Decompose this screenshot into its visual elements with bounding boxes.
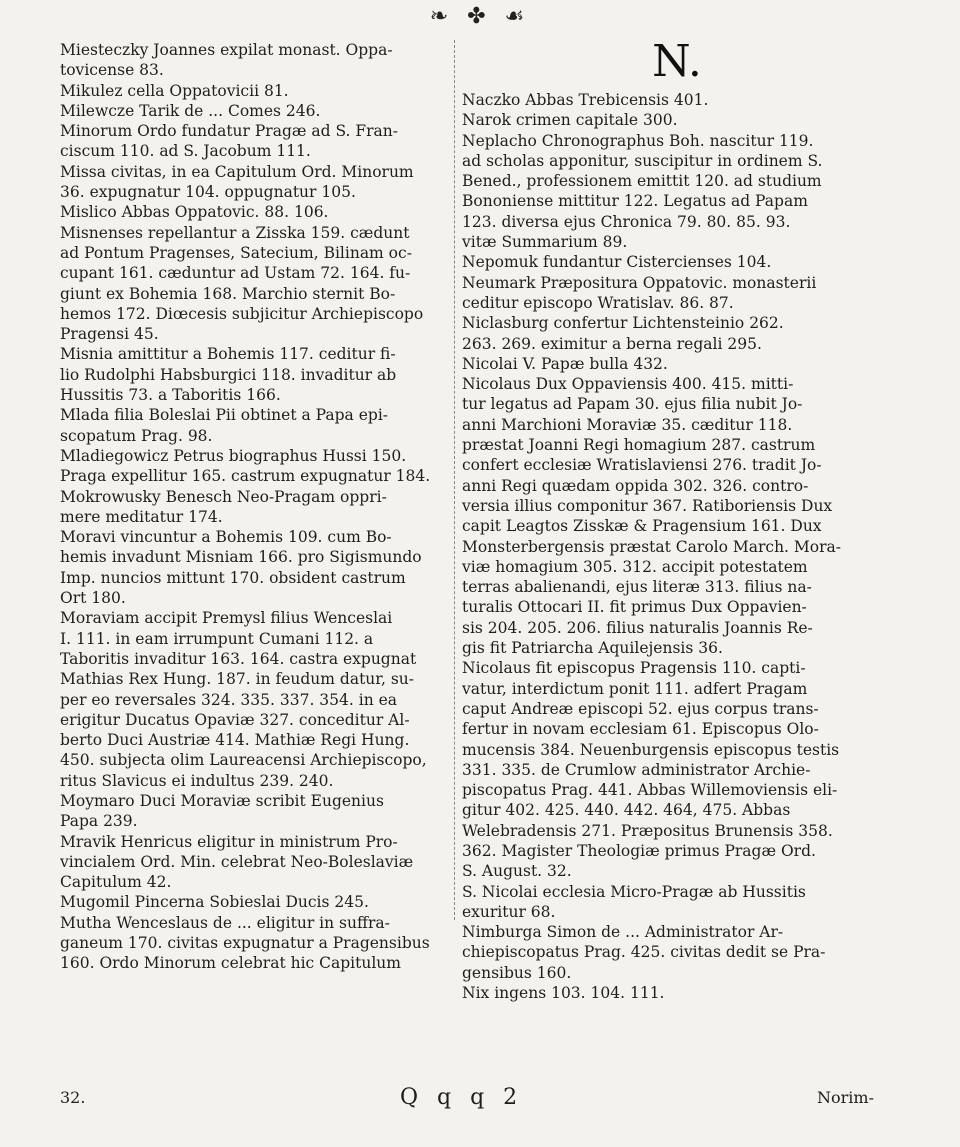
index-line: Imp. nuncios mittunt 170. obsident castrum bbox=[60, 568, 406, 587]
signature-mark: Q q q 2 bbox=[400, 1085, 524, 1110]
section-letter: N. bbox=[652, 36, 702, 87]
index-line: Hussitis 73. a Taboritis 166. bbox=[60, 386, 281, 405]
index-line: S. Nicolai ecclesia Micro-Pragæ ab Hussitis bbox=[462, 882, 806, 901]
index-line: Mladiegowicz Petrus biographus Hussi 150. bbox=[60, 446, 407, 465]
index-line: I. 111. in eam irrumpunt Cumani 112. a bbox=[60, 629, 374, 648]
index-line: Nicolai V. Papæ bulla 432. bbox=[462, 354, 668, 373]
index-line: confert ecclesiæ Wratislaviensi 276. tradit Jo- bbox=[462, 456, 822, 475]
index-line: Mokrowusky Benesch Neo-Pragam oppri- bbox=[60, 487, 387, 506]
index-line: exuritur 68. bbox=[462, 902, 556, 921]
index-line: piscopatus Prag. 441. Abbas Willemoviensis eli- bbox=[462, 781, 838, 800]
index-line: Praga expellitur 165. castrum expugnatur 184. bbox=[60, 467, 431, 486]
index-line: Minorum Ordo fundatur Pragæ ad S. Fran- bbox=[60, 122, 399, 141]
index-line: hemis invadunt Misniam 166. pro Sigismundo bbox=[60, 548, 422, 567]
index-line: cupant 161. cæduntur ad Ustam 72. 164. fu- bbox=[60, 264, 411, 283]
index-line: Misnenses repellantur a Zisska 159. cædunt bbox=[60, 223, 410, 242]
index-line: Capitulum 42. bbox=[60, 873, 172, 892]
index-line: Misnia amittitur a Bohemis 117. ceditur fi- bbox=[60, 345, 396, 364]
index-line: ganeum 170. civitas expugnatur a Pragensibus bbox=[60, 934, 430, 953]
index-line: 123. diversa ejus Chronica 79. 80. 85. 93. bbox=[462, 212, 791, 231]
index-line: chiepiscopatus Prag. 425. civitas dedit se Pra- bbox=[462, 943, 826, 962]
index-line: Neumark Præpositura Oppatovic. monasterii bbox=[462, 273, 817, 292]
index-line: gis fit Patriarcha Aquilejensis 36. bbox=[462, 639, 723, 658]
index-line: Bononiense mittitur 122. Legatus ad Papam bbox=[462, 192, 808, 211]
index-line: Mikulez cella Oppatovicii 81. bbox=[60, 81, 289, 100]
index-line: vitæ Summarium 89. bbox=[462, 233, 628, 252]
index-line: mere meditatur 174. bbox=[60, 507, 223, 526]
index-line: Milewcze Tarik de ... Comes 246. bbox=[60, 101, 321, 120]
index-line: ad scholas apponitur, suscipitur in ordinem S. bbox=[462, 151, 823, 170]
index-line: Mislico Abbas Oppatovic. 88. 106. bbox=[60, 203, 329, 222]
index-line: Papa 239. bbox=[60, 812, 138, 831]
page-number: 32. bbox=[60, 1088, 86, 1107]
index-line: Mugomil Pincerna Sobieslai Ducis 245. bbox=[60, 893, 369, 912]
index-line: Monsterbergensis præstat Carolo March. Mora- bbox=[462, 537, 841, 556]
index-line: vincialem Ord. Min. celebrat Neo-Boleslaviæ bbox=[60, 852, 414, 871]
index-line: viæ homagium 305. 312. accipit potestatem bbox=[462, 557, 808, 576]
index-line: Nix ingens 103. 104. 111. bbox=[462, 984, 665, 1003]
index-line: ceditur episcopo Wratislav. 86. 87. bbox=[462, 293, 734, 312]
index-line: giunt ex Bohemia 168. Marchio sternit Bo- bbox=[60, 284, 396, 303]
index-line: Moravi vincuntur a Bohemis 109. cum Bo- bbox=[60, 528, 392, 547]
index-line: Miesteczky Joannes expilat monast. Oppa- bbox=[60, 41, 393, 59]
index-line: ritus Slavicus ei indultus 239. 240. bbox=[60, 771, 334, 790]
header-ornament: ❧ ✤ ☙ bbox=[429, 4, 531, 29]
index-line: 36. expugnatur 104. oppugnatur 105. bbox=[60, 183, 356, 202]
index-line: ciscum 110. ad S. Jacobum 111. bbox=[60, 142, 311, 161]
index-line: fertur in novam ecclesiam 61. Episcopus Olo- bbox=[462, 720, 819, 739]
index-line: berto Duci Austriæ 414. Mathiæ Regi Hung. bbox=[60, 731, 410, 750]
index-line: 331. 335. de Crumlow administrator Archie- bbox=[462, 760, 811, 779]
index-line: Moraviam accipit Premysl filius Wenceslai bbox=[60, 609, 393, 628]
index-line: Welebradensis 271. Præpositus Brunensis 358. bbox=[462, 821, 833, 840]
index-line: gitur 402. 425. 440. 442. 464, 475. Abbas bbox=[462, 801, 791, 820]
index-line: ad Pontum Pragenses, Satecium, Bilinam oc- bbox=[60, 243, 412, 262]
index-line: 160. Ordo Minorum celebrat hic Capitulum bbox=[60, 954, 401, 973]
index-line: Nepomuk fundantur Cistercienses 104. bbox=[462, 253, 772, 272]
index-line: terras abalienandi, ejus literæ 313. filius na- bbox=[462, 578, 812, 597]
index-line: S. August. 32. bbox=[462, 862, 572, 881]
index-line: Ort 180. bbox=[60, 589, 126, 608]
index-line: Narok crimen capitale 300. bbox=[462, 111, 678, 130]
index-line: turalis Ottocari II. fit primus Dux Oppavien- bbox=[462, 598, 807, 617]
index-line: vatur, interdictum ponit 111. adfert Pragam bbox=[462, 679, 808, 698]
right-column bbox=[462, 36, 892, 1003]
index-line: hemos 172. Diœcesis subjicitur Archiepiscopo bbox=[60, 304, 424, 323]
index-line: sis 204. 205. 206. filius naturalis Joannis Re- bbox=[462, 618, 813, 637]
index-line: lio Rudolphi Habsburgici 118. invaditur ab bbox=[60, 365, 397, 384]
index-line: erigitur Ducatus Opaviæ 327. conceditur Al- bbox=[60, 710, 410, 729]
index-line: gensibus 160. bbox=[462, 963, 572, 982]
index-line: scopatum Prag. 98. bbox=[60, 426, 213, 445]
index-line: 263. 269. eximitur a berna regali 295. bbox=[462, 334, 762, 353]
index-line: Mlada filia Boleslai Pii obtinet a Papa epi- bbox=[60, 406, 389, 425]
index-line: Mathias Rex Hung. 187. in feudum datur, su- bbox=[60, 670, 415, 689]
index-line: anni Regi quædam oppida 302. 326. contro- bbox=[462, 476, 809, 495]
index-line: Niclasburg confertur Lichtensteinio 262. bbox=[462, 314, 784, 333]
index-line: Nicolaus Dux Oppaviensis 400. 415. mitti- bbox=[462, 375, 794, 394]
index-line: versia illius componitur 367. Ratiboriensis Dux bbox=[462, 496, 833, 515]
column-divider bbox=[454, 40, 455, 920]
index-line: tovicense 83. bbox=[60, 61, 164, 80]
index-line: Moymaro Duci Moraviæ scribit Eugenius bbox=[60, 791, 384, 810]
index-line: tur legatus ad Papam 30. ejus filia nubit Jo- bbox=[462, 395, 803, 414]
index-line: præstat Joanni Regi homagium 287. castrum bbox=[462, 436, 816, 455]
index-line: Nimburga Simon de ... Administrator Ar- bbox=[462, 923, 784, 942]
left-column bbox=[60, 40, 460, 974]
index-line: caput Andreæ episcopi 52. ejus corpus trans- bbox=[462, 699, 819, 718]
index-line: Nicolaus fit episcopus Pragensis 110. capti- bbox=[462, 659, 806, 678]
catchword: Norim- bbox=[817, 1088, 874, 1107]
index-line: Mutha Wenceslaus de ... eligitur in suffra- bbox=[60, 913, 390, 932]
index-line: Pragensi 45. bbox=[60, 325, 159, 344]
index-line: Bened., professionem emittit 120. ad studium bbox=[462, 172, 822, 191]
index-line: Naczko Abbas Trebicensis 401. bbox=[462, 91, 709, 109]
index-line: Mravik Henricus eligitur in ministrum Pro- bbox=[60, 832, 398, 851]
index-line: Neplacho Chronographus Boh. nascitur 119. bbox=[462, 131, 814, 150]
index-line: Missa civitas, in ea Capitulum Ord. Minorum bbox=[60, 162, 414, 181]
index-line: anni Marchioni Moraviæ 35. cæditur 118. bbox=[462, 415, 793, 434]
index-line: Taboritis invaditur 163. 164. castra expugnat bbox=[60, 649, 417, 668]
index-line: mucensis 384. Neuenburgensis episcopus testis bbox=[462, 740, 840, 759]
index-line: per eo reversales 324. 335. 337. 354. in ea bbox=[60, 690, 398, 709]
index-line: capit Leagtos Zisskæ & Pragensium 161. Dux bbox=[462, 517, 822, 536]
index-line: 362. Magister Theologiæ primus Pragæ Ord. bbox=[462, 841, 816, 860]
index-line: 450. subjecta olim Laureacensi Archiepiscopo, bbox=[60, 751, 427, 770]
